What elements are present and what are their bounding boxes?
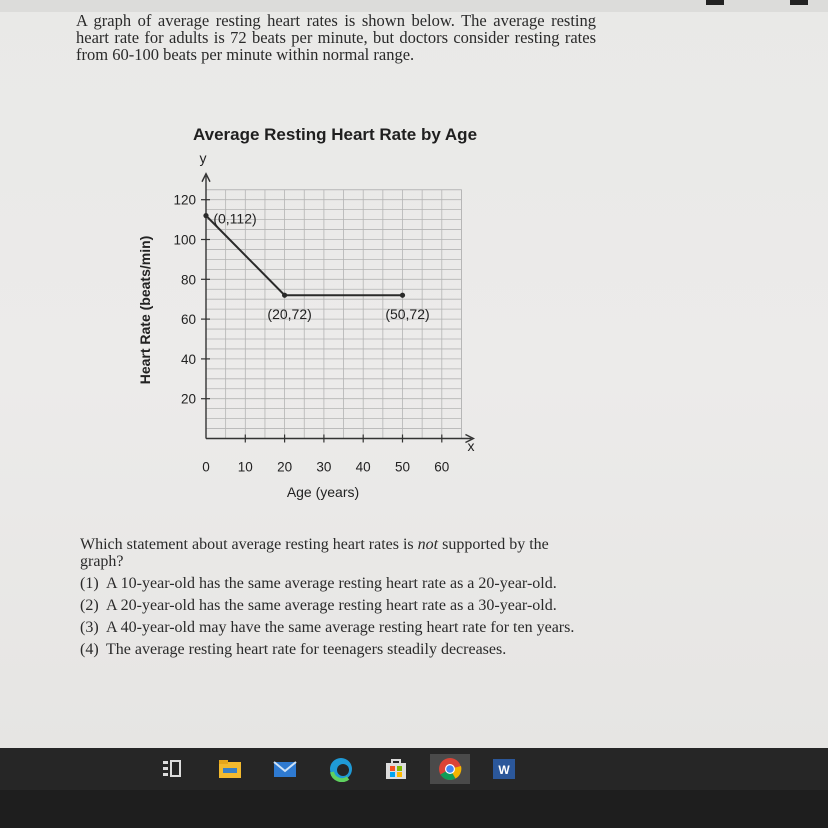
- answer-choice-4[interactable]: [80, 641, 578, 658]
- point-annotation: (20,72): [267, 306, 312, 323]
- question-stem: [80, 536, 578, 570]
- x-tick-label: 10: [237, 459, 253, 475]
- word-icon: [491, 757, 517, 781]
- choice-text: A 40-year-old may have the same average resting heart rate for ten years.: [106, 619, 575, 636]
- point-annotation: (0,112): [213, 210, 257, 227]
- y-tick-label: 40: [180, 351, 196, 367]
- x-tick-label: 60: [434, 459, 450, 475]
- chart-annotations: [213, 211, 429, 323]
- file-explorer-button[interactable]: [213, 754, 247, 784]
- y-tick-label: 120: [173, 192, 196, 208]
- choice-text: A 10-year-old has the same average resting heart rate as a 20-year-old.: [106, 575, 557, 592]
- y-tick-label: 100: [173, 232, 196, 248]
- choice-number: (4): [80, 641, 99, 658]
- store-icon: [384, 757, 408, 781]
- point-annotation: (50,72): [385, 306, 430, 323]
- x-axis-letter: x: [467, 438, 475, 454]
- answer-choice-3[interactable]: [80, 619, 578, 636]
- choice-number: (1): [80, 575, 99, 592]
- store-button[interactable]: [379, 754, 413, 784]
- x-tick-label: 20: [277, 459, 293, 475]
- choice-text: A 20-year-old has the same average resting heart rate as a 30-year-old.: [106, 597, 557, 614]
- y-axis-label: Heart Rate (beats/min): [137, 235, 153, 385]
- choice-number: (2): [80, 597, 99, 614]
- chart-ticks: [173, 193, 449, 475]
- y-tick-label: 80: [180, 272, 196, 288]
- y-tick-label: 60: [180, 312, 196, 328]
- edge-button[interactable]: [324, 754, 358, 784]
- stem-emphasis: not: [417, 536, 439, 553]
- taskbar: [0, 748, 828, 790]
- monitor-bezel: [0, 790, 828, 828]
- x-axis-label: Age (years): [286, 484, 360, 500]
- x-tick-label: 30: [316, 459, 332, 475]
- data-point: [400, 293, 405, 298]
- y-axis-letter: y: [199, 150, 207, 166]
- problem-prompt: A graph of average resting heart rates is shown below. The average resting heart rate for adults is 72 beats per minute, but doctors consider resting rates from 60-100 beats per minute within normal range.: [76, 11, 596, 64]
- chart-title: Average Resting Heart Rate by Age: [192, 125, 478, 144]
- x-tick-label: 0: [202, 459, 210, 475]
- task-view-icon: [161, 758, 183, 780]
- x-tick-label: 50: [394, 459, 411, 475]
- answer-choice-1[interactable]: [80, 575, 578, 592]
- x-tick-label: 40: [355, 459, 371, 475]
- y-tick-label: 20: [180, 391, 196, 407]
- file-explorer-icon: [218, 758, 242, 780]
- chrome-button[interactable]: [430, 754, 470, 784]
- data-point: [203, 213, 208, 218]
- mail-icon: [273, 758, 297, 780]
- task-view-button[interactable]: [155, 754, 189, 784]
- data-point: [282, 293, 287, 298]
- word-letter: W: [498, 763, 510, 777]
- word-button[interactable]: [487, 754, 521, 784]
- chrome-icon: [437, 756, 463, 782]
- question-block: [80, 536, 578, 663]
- stem-text-end: supported by the graph?: [80, 536, 549, 570]
- edge-icon: [328, 756, 354, 782]
- answer-choice-2[interactable]: [80, 597, 578, 614]
- choice-number: (3): [80, 619, 99, 636]
- mail-button[interactable]: [268, 754, 302, 784]
- choice-text: The average resting heart rate for teenagers steadily decreases.: [106, 641, 507, 658]
- stem-text: Which statement about average resting heart rates is: [80, 536, 418, 553]
